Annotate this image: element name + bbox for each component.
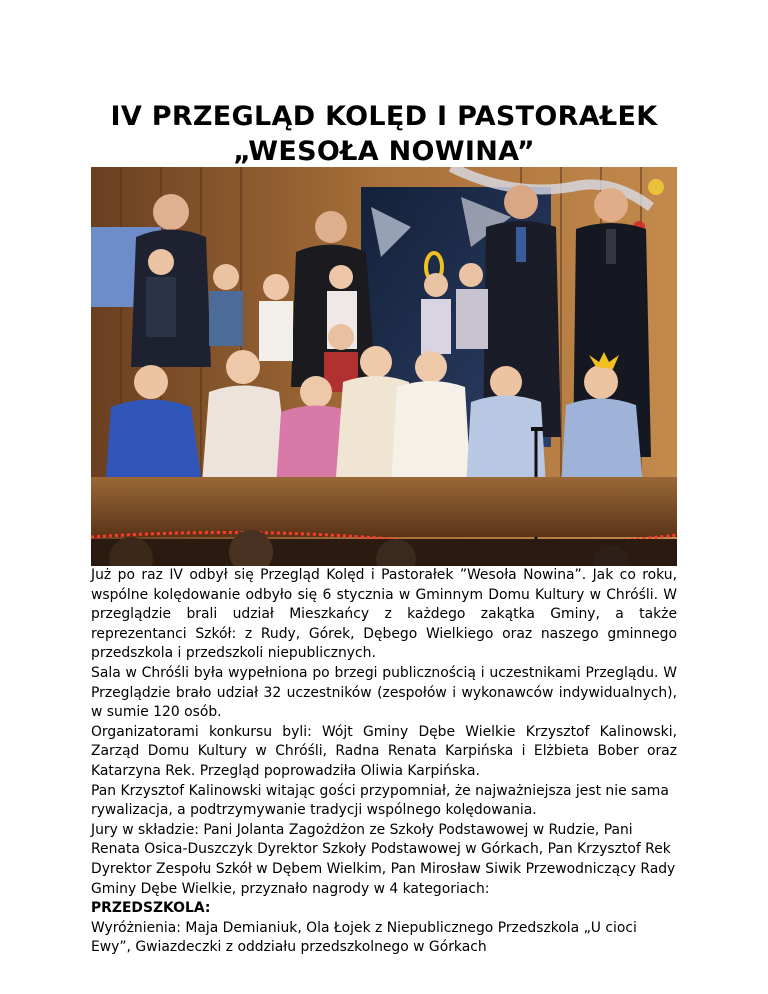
- paragraph-intro: Już po raz IV odbył się Przegląd Kolęd i Pastorałek ”Wesoła Nowina”. Jak co roku, wspólne kolędowanie odbyło się 6 stycznia w Gminnym Domu Kultury w Chróśli. W przeglądzie brali udział Mieszkańcy z każdego zakątka Gminy, a także reprezentanci Szkół: z Rudy, Górek, Dębego Wielkiego oraz naszego gminnego przedszkola i przedszkoli niepublicznych.: [91, 567, 677, 662]
- paragraph-welcome: Pan Krzysztof Kalinowski witając gości przypomniał, że najważniejsza jest nie sama rywalizacja, a podtrzymywanie tradycji wspólnego kolędowania.: [91, 782, 669, 819]
- title-line-1: IV PRZEGLĄD KOLĘD I PASTORAŁEK: [110, 101, 658, 132]
- paragraph-jury: Jury w składzie: Pani Jolanta Zagożdżon ze Szkoły Podstawowej w Rudzie, Pani Renata Osica-Duszczyk Dyrektor Szkoły Podstawowej w Górkach, Pan Krzysztof Rek Dyrektor Zespołu Szkół w Dębem Wielkim, Pan Mirosław Siwik Przewodniczący Rady Gminy Dębe Wielkie, przyznało nagrody w 4 kategoriach:: [91, 821, 676, 897]
- photo-illustration: [91, 167, 677, 566]
- article-body: [91, 566, 677, 958]
- paragraph-awards: Wyróżnienia: Maja Demianiuk, Ola Łojek z Niepublicznego Przedszkola „U cioci Ewy”, Gwiazdeczki z oddziału przedszkolnego w Górkach: [91, 919, 637, 956]
- section-heading-przedszkola: PRZEDSZKOLA:: [91, 900, 211, 917]
- paragraph-organizers: Organizatorami konkursu byli: Wójt Gminy Dębe Wielkie Krzysztof Kalinowski, Zarząd Domu Kultury w Chróśli, Radna Renata Karpińska i Elżbieta Bober oraz Katarzyna Rek. Przegląd poprowadziła Oliwia Karpińska.: [91, 723, 677, 779]
- event-photo: [91, 167, 677, 566]
- title-line-2: „WESOŁA NOWINA”: [233, 136, 535, 167]
- paragraph-audience: Sala w Chróśli była wypełniona po brzegi publicznością i uczestnikami Przeglądu. W Przeglądzie brało udział 32 uczestników (zespołów i wykonawców indywidualnych), w sumie 120 osób.: [91, 664, 677, 721]
